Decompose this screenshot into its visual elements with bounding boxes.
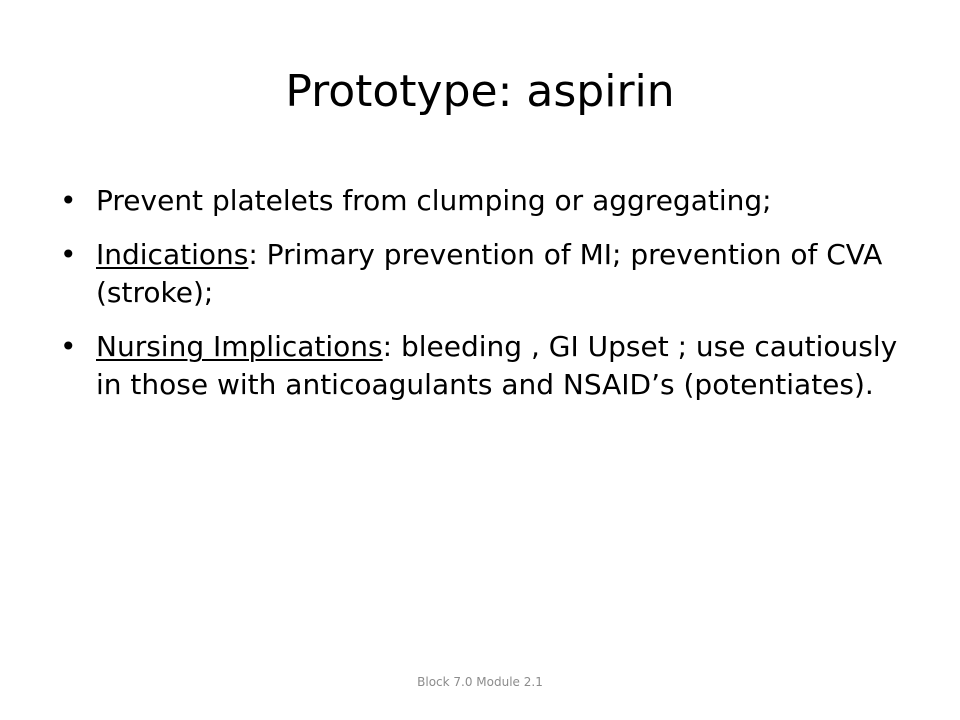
bullet-marker: • — [60, 184, 77, 217]
slide-title: Prototype: aspirin — [285, 66, 675, 117]
bullet-text: : bleeding , GI Upset ; use cautiously in those with anticoagulants and NSAID’s (potentiates). — [96, 330, 898, 401]
bullet-list — [60, 182, 910, 420]
bullet-marker: • — [60, 238, 77, 271]
bullet-mechanism — [60, 182, 910, 220]
bullet-label-indications: Indications — [96, 238, 249, 271]
bullet-nursing-implications — [60, 328, 910, 404]
bullet-marker: • — [60, 330, 77, 363]
bullet-text: : Primary prevention of MI; prevention of CVA (stroke); — [96, 238, 883, 309]
slide-footer: Block 7.0 Module 2.1 — [417, 675, 543, 689]
bullet-text: Prevent platelets from clumping or aggregating; — [96, 184, 772, 217]
bullet-label-nursing-implications: Nursing Implications — [96, 330, 383, 363]
bullet-indications — [60, 236, 910, 312]
